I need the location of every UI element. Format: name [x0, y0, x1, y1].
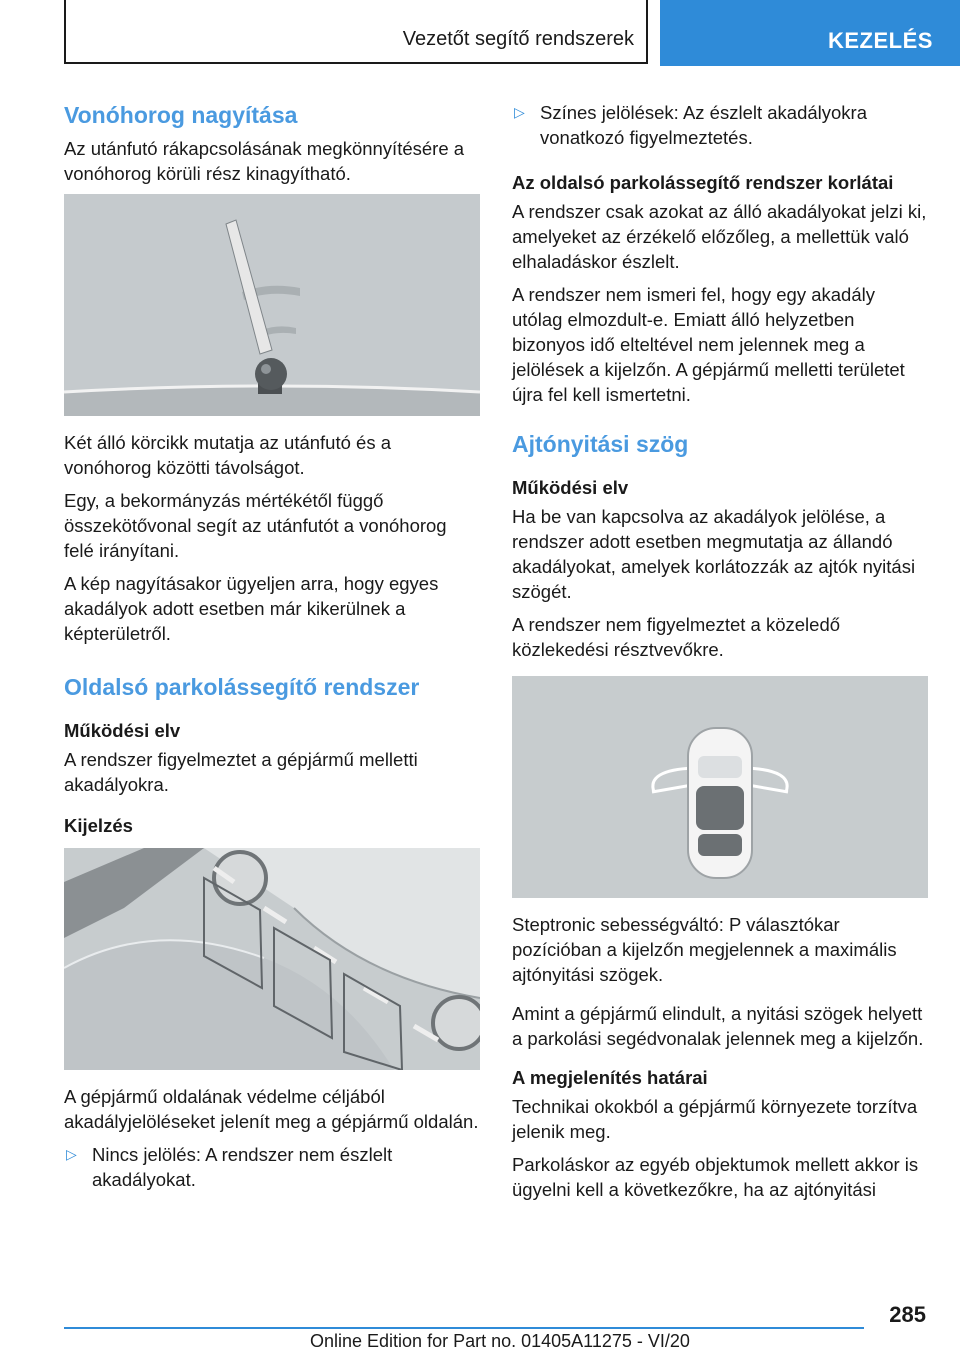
paragraph-guide-line: Egy, a bekormányzás mértékétől függő összekötővonal segít az utánfutót a vonóhorog felé irányítani.: [64, 490, 447, 561]
running-header-title: Vezetőt segítő rendszerek: [402, 28, 634, 50]
paragraph-arcs: Két álló körcikk mutatja az utánfutó és a vonóhorog közötti távolságot.: [64, 432, 392, 478]
side-parking-display-image: [64, 848, 480, 1070]
bullet-arrow-icon: ▷: [514, 104, 525, 120]
subheading-principle: Működési elv: [512, 477, 629, 498]
heading-side-parking: Oldalsó parkolássegítő rendszer: [64, 674, 420, 700]
door-angle-image: [512, 676, 928, 898]
subheading-system-limits: Az oldalsó parkolássegítő rendszer korlátai: [512, 172, 894, 193]
heading-hitch-zoom: Vonóhorog nagyítása: [64, 102, 298, 128]
paragraph-technical: Technikai okokból a gépjármű környezete torzítva jelenik meg.: [512, 1096, 918, 1142]
subheading-display: Kijelzés: [64, 815, 133, 836]
paragraph-moving: Amint a gépjármű elindult, a nyitási szögek helyett a parkolási segédvonalak jelennek meg a kijelzőn.: [512, 1003, 924, 1049]
paragraph-limits-1: A rendszer csak azokat az álló akadályokat jelzi ki, amelyeket az érzékelő előzőleg, a mellettük való elhaladáskor észlelt.: [512, 201, 927, 272]
paragraph-principle: A rendszer figyelmeztet a gépjármű melletti akadályokra.: [64, 749, 418, 795]
paragraph-display: A gépjármű oldalának védelme céljából akadályjelöléseket jelenít meg a gépjármű oldalán.: [64, 1086, 479, 1132]
list-item-no-marking: [64, 1142, 480, 1192]
left-column: [64, 100, 480, 1202]
paragraph-zoom-intro: Az utánfutó rákapcsolásának megkönnyítésére a vonóhorog körüli rész kinagyítható.: [64, 138, 465, 184]
list-item-text: Színes jelölések: Az észlelt akadályokra vonatkozó figyelmeztetés.: [540, 102, 868, 148]
chapter-tab: KEZELÉS: [660, 0, 960, 66]
list-item-text: Nincs jelölés: A rendszer nem észlelt akadályokat.: [92, 1144, 393, 1190]
paragraph-zoom-warning: A kép nagyításakor ügyeljen arra, hogy egyes akadályok adott esetben már kikerülnek a képterületről.: [64, 573, 439, 644]
footer-divider: [64, 1327, 864, 1329]
bullet-arrow-icon: ▷: [66, 1146, 77, 1162]
heading-door-angle: Ajtónyitási szög: [512, 431, 689, 457]
right-column: [512, 100, 928, 1210]
paragraph-door-1: Ha be van kapcsolva az akadályok jelölése, a rendszer adott esetben megmutatja az állandó akadályokat, amelyek korlátozzák az ajtók nyitási szögét.: [512, 506, 916, 602]
paragraph-door-2: A rendszer nem figyelmeztet a közeledő közlekedési résztvevőkre.: [512, 614, 841, 660]
paragraph-steptronic: Steptronic sebességváltó: P választókar pozícióban a kijelzőn megjelennek a maximális ajtónyitási szögek.: [512, 914, 897, 985]
paragraph-limits-2: A rendszer nem ismeri fel, hogy egy akadály utólag elmozdult-e. Emiatt álló helyzetben bizonyos idő elteltével nem jelennek meg a jelölések a kijelzőn. A gépjármű melletti területet újra fel kell ismertetni.: [512, 284, 905, 405]
page-number: 285: [889, 1302, 926, 1327]
running-header-box: [64, 0, 648, 64]
subheading-principle: Működési elv: [64, 720, 181, 741]
paragraph-parking: Parkoláskor az egyéb objektumok mellett akkor is ügyelni kell a következőkre, ha az ajtónyitási: [512, 1154, 919, 1200]
subheading-display-limits: A megjelenítés határai: [512, 1067, 708, 1088]
footer-edition: Online Edition for Part no. 01405A11275 - VI/20: [310, 1331, 690, 1351]
hitch-zoom-image: [64, 194, 480, 416]
list-item-colored-marking: [512, 100, 928, 150]
